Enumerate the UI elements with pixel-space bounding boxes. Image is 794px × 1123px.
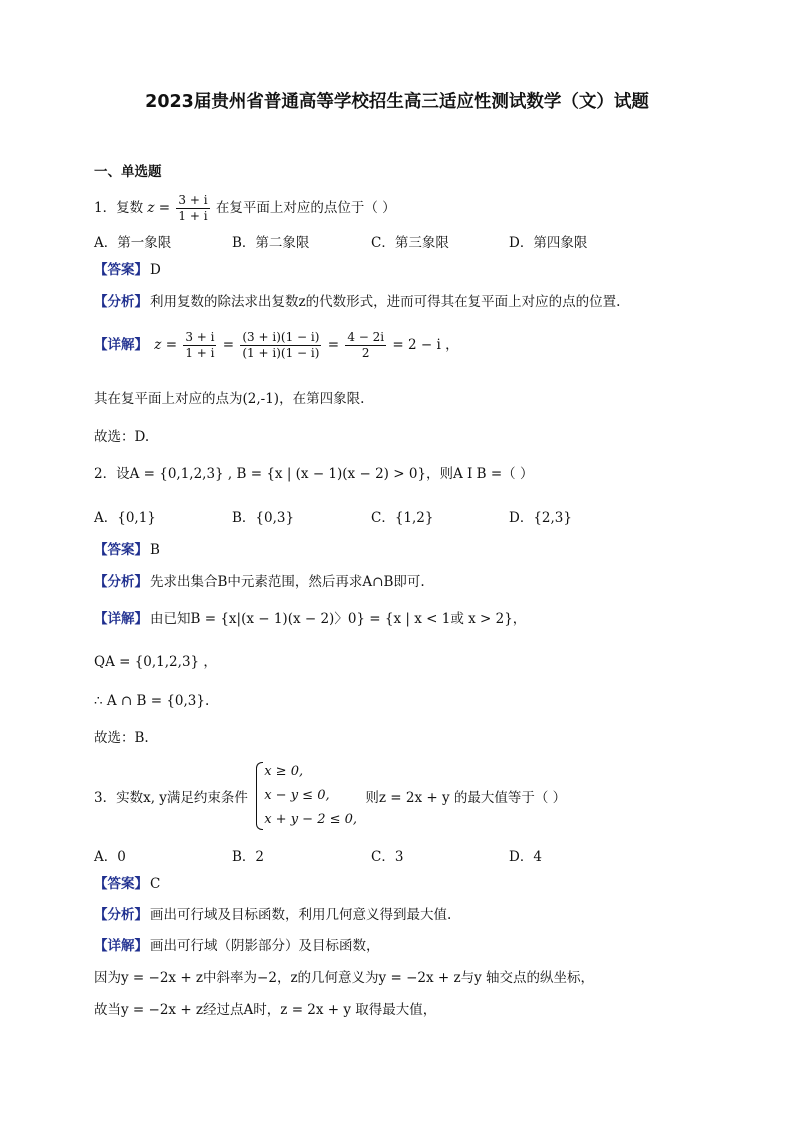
q1-answer-value: D <box>150 262 161 278</box>
q3-option-b: B．2 <box>232 849 265 865</box>
q2-answer-value: B <box>150 542 160 558</box>
q1-equals-2: = <box>327 337 340 353</box>
q1-option-a: A．第一象限 <box>94 235 172 251</box>
answer-tag: 【答案】 <box>94 876 148 892</box>
q3-detail-line-2: 因为y = −2x + z中斜率为−2，z的几何意义为y = −2x + z与y 轴交点的纵坐标， <box>94 970 595 986</box>
q1-detail-frac-3-den: 2 <box>361 346 370 360</box>
q3-option-c: C．3 <box>371 849 404 865</box>
q2-option-d: D．{2,3} <box>509 510 572 526</box>
q1-detail-tail: = 2 − i ， <box>392 337 459 353</box>
q1-detail-frac-1 <box>183 330 216 361</box>
q2-detail-line-3: ∴ A ∩ B = {0,3}. <box>94 693 210 709</box>
q2-option-a: A．{0,1} <box>94 510 156 526</box>
analysis-tag: 【分析】 <box>94 574 148 590</box>
q3-answer <box>94 875 160 893</box>
q2-detail-line-2: QA = {0,1,2,3} ， <box>94 654 217 670</box>
q1-prefix: 1．复数 <box>94 200 144 216</box>
q2-answer <box>94 541 160 559</box>
section-heading: 一、单选题 <box>94 164 162 180</box>
q3-detail <box>94 937 380 955</box>
q3-prefix: 3．实数x, y满足约束条件 <box>94 790 248 806</box>
detail-tag: 【详解】 <box>94 938 148 954</box>
q2-analysis <box>94 573 425 591</box>
q1-suffix: 在复平面上对应的点位于（ ） <box>215 200 396 216</box>
q3-suffix: 则z = 2x + y 的最大值等于（ ） <box>365 790 567 806</box>
q1-conclusion: 故选：D. <box>94 429 150 445</box>
q3-option-a: A．0 <box>94 849 126 865</box>
q1-detail-lhs: z = <box>154 337 178 353</box>
answer-tag: 【答案】 <box>94 542 148 558</box>
q1-equals-1: = <box>222 337 235 353</box>
analysis-tag: 【分析】 <box>94 294 148 310</box>
answer-tag: 【答案】 <box>94 262 148 278</box>
q3-analysis <box>94 906 451 924</box>
q1-detail-frac-3 <box>345 330 386 361</box>
q1-option-d: D．第四象限 <box>509 235 588 251</box>
q1-point-line: 其在复平面上对应的点为(2,-1)，在第四象限. <box>94 391 365 407</box>
detail-tag: 【详解】 <box>94 611 148 627</box>
detail-tag: 【详解】 <box>94 337 148 353</box>
q2-option-b: B．{0,3} <box>232 510 295 526</box>
q1-detail-frac-1-num: 3 + i <box>185 330 215 344</box>
question-3-stem <box>94 760 566 832</box>
q2-conclusion: 故选：B. <box>94 730 149 746</box>
page-title: 2023届贵州省普通高等学校招生高三适应性测试数学（文）试题 <box>145 92 649 112</box>
q3-analysis-text: 画出可行域及目标函数，利用几何意义得到最大值. <box>150 907 452 923</box>
q3-constraint-1: x ≥ 0, <box>264 764 304 779</box>
q3-answer-value: C <box>150 876 161 892</box>
q1-detail <box>94 330 459 361</box>
q1-answer <box>94 261 161 279</box>
q1-option-b: B．第二象限 <box>232 235 310 251</box>
q2-detail <box>94 610 526 628</box>
q1-detail-frac-2-num: (3 + i)(1 − i) <box>242 330 320 344</box>
q2-analysis-text: 先求出集合B中元素范围，然后再求A∩B即可. <box>150 574 425 590</box>
q2-detail-text: 由已知B = {x|(x − 1)(x − 2)〉0} = {x | x < 1或 x > 2}， <box>150 611 527 627</box>
q1-analysis-text: 利用复数的除法求出复数z的代数形式，进而可得其在复平面上对应的点的位置. <box>150 294 621 310</box>
q1-frac-num: 3 + i <box>178 193 208 207</box>
q1-var: z = <box>147 200 171 216</box>
q3-constraint-3: x + y − 2 ≤ 0, <box>264 812 358 827</box>
q1-analysis <box>94 293 620 311</box>
q3-detail-line-3: 故当y = −2x + z经过点A时，z = 2x + y 取得最大值， <box>94 1002 437 1018</box>
q2-option-c: C．{1,2} <box>371 510 434 526</box>
q3-option-d: D．4 <box>509 849 542 865</box>
q1-detail-frac-3-num: 4 − 2i <box>347 330 385 344</box>
question-1-stem <box>94 193 396 224</box>
q1-detail-frac-2-den: (1 + i)(1 − i) <box>242 346 320 360</box>
q1-detail-frac-2 <box>240 330 321 361</box>
q1-detail-frac-1-den: 1 + i <box>185 346 215 360</box>
q1-frac-den: 1 + i <box>178 209 208 223</box>
q1-option-c: C．第三象限 <box>371 235 449 251</box>
analysis-tag: 【分析】 <box>94 907 148 923</box>
question-2-stem: 2．设A = {0,1,2,3} , B = {x | (x − 1)(x − 2) > 0}，则A I B =（ ） <box>94 466 534 482</box>
q3-constraint-2: x − y ≤ 0, <box>264 788 330 803</box>
q1-fraction <box>176 193 209 224</box>
q3-detail-text: 画出可行域（阴影部分）及目标函数， <box>150 938 380 954</box>
q3-constraint-system <box>256 760 357 832</box>
